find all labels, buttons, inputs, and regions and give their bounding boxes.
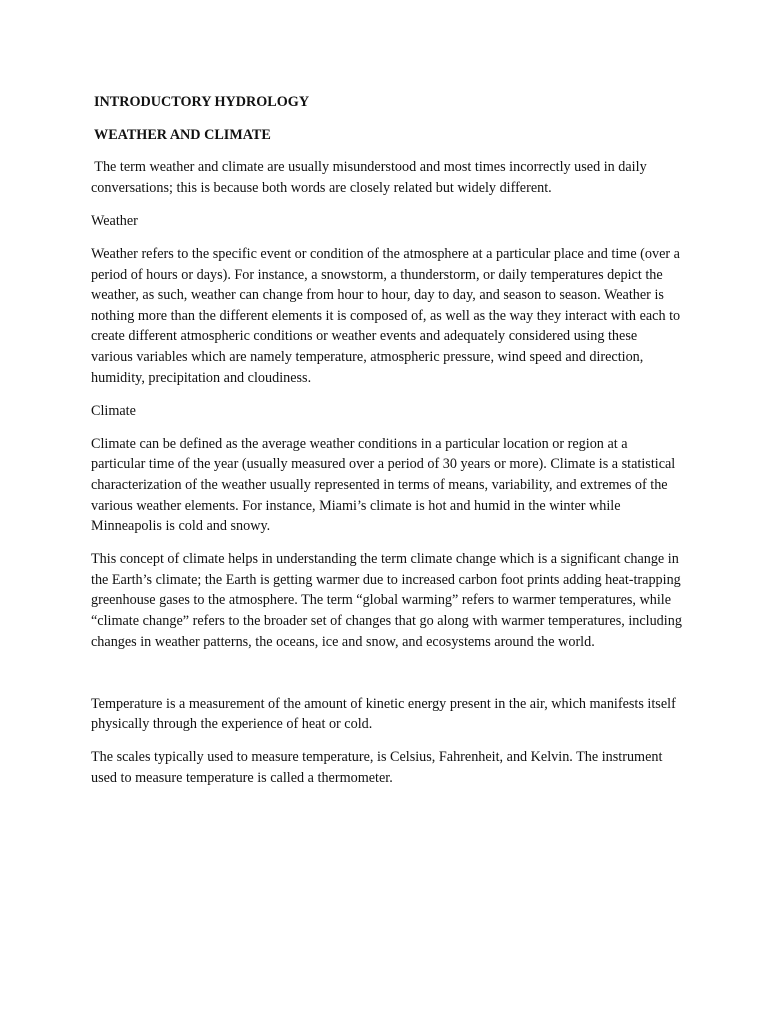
document-subtitle: WEATHER AND CLIMATE — [94, 126, 271, 143]
intro-paragraph — [91, 157, 682, 198]
document-title: INTRODUCTORY HYDROLOGY — [94, 94, 310, 110]
climate-paragraph: Climate can be defined as the average weather conditions in a particular location or region at a particular time of the year (usually measured over a period of 30 years or more). Climate is a statistical characterization of the weather usually represented in terms of means, variability, and extremes of the various weather elements. For instance, Miami’s climate is hot and humid in the winter while Minneapolis is cold and snowy. — [91, 435, 676, 535]
climate-heading: Climate — [91, 402, 136, 419]
climate-change-paragraph: This concept of climate helps in understanding the term climate change which is a significant change in the Earth’s climate; the Earth is getting warmer due to increased carbon foot prints adding heat-trapping greenhouse gases to the atmosphere. The term “global warming” refers to warmer temperatures, while “climate change” refers to the broader set of changes that go along with warmer temperatures, including changes in weather patterns, the oceans, ice and snow, and ecosystems around the world. — [91, 551, 682, 650]
intro-text: The term weather and climate are usually misunderstood and most times incorrectly used in daily conversations; this is because both words are closely related but widely different. — [91, 159, 647, 196]
weather-heading: Weather — [91, 212, 138, 229]
document-body — [91, 92, 682, 801]
temperature-paragraph: Temperature is a measurement of the amount of kinetic energy present in the air, which manifests itself physically through the experience of heat or cold. — [91, 695, 676, 733]
section-spacer — [91, 665, 682, 694]
scales-paragraph: The scales typically used to measure temperature, is Celsius, Fahrenheit, and Kelvin. The instrument used to measure temperature is called a thermometer. — [91, 749, 663, 786]
weather-paragraph: Weather refers to the specific event or condition of the atmosphere at a particular place and time (over a period of hours or days). For instance, a snowstorm, a thunderstorm, or daily temperatures depict the weather, as such, weather can change from hour to hour, day to day, and season to season. Weather is nothing more than the different elements it is composed of, as well as the way they interact with each to create different atmospheric conditions or weather events and adequately considered using these various variables which are namely temperature, atmospheric pressure, wind speed and direction, humidity, precipitation and cloudiness. — [91, 245, 681, 386]
